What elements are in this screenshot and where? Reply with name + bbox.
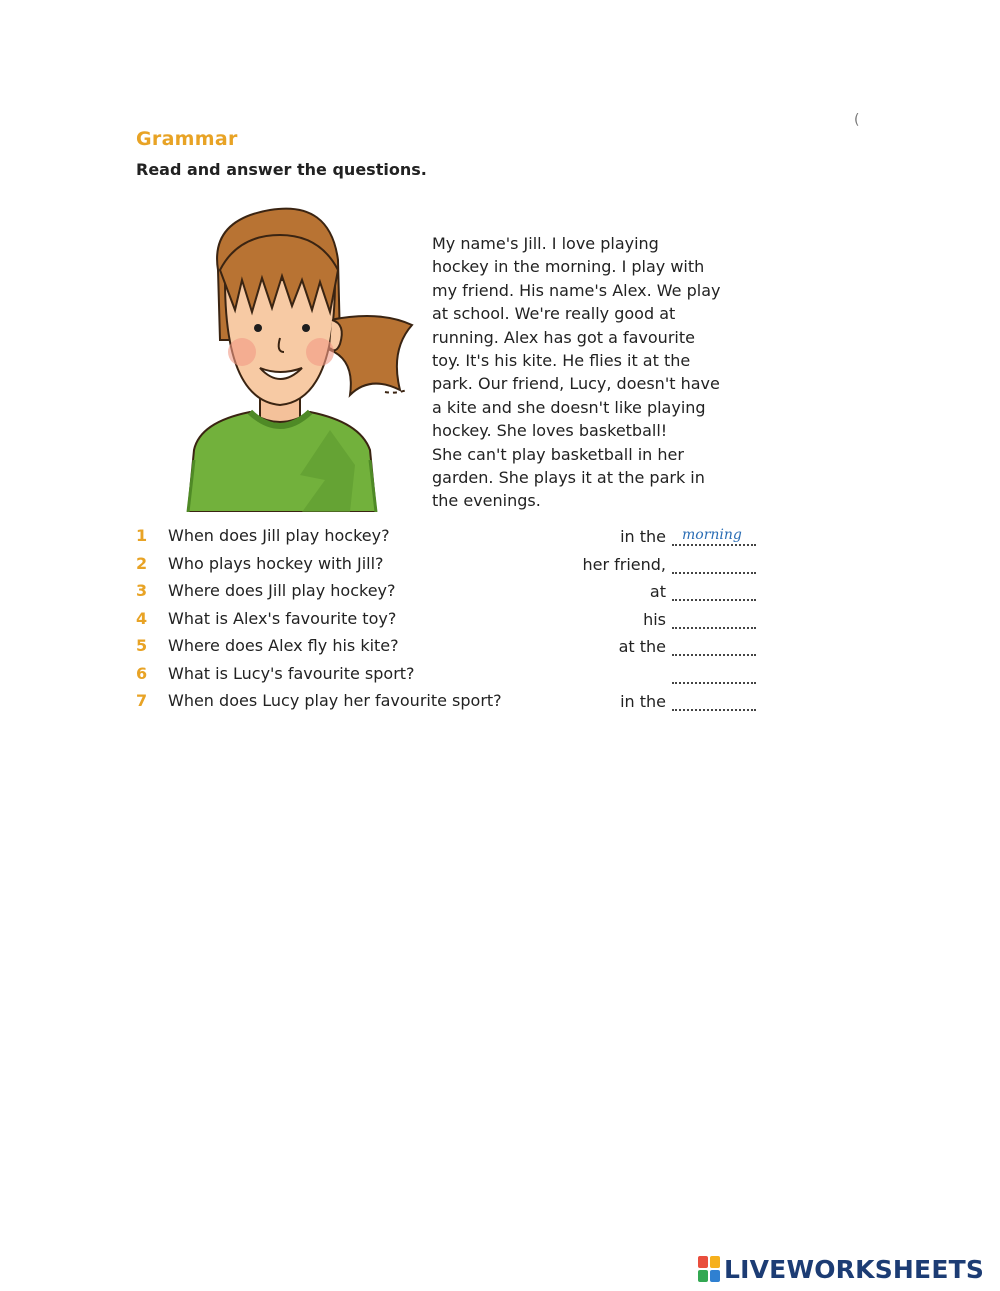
answer-area	[620, 526, 756, 546]
reading-passage	[432, 232, 732, 513]
answer-blank-3[interactable]	[672, 581, 756, 601]
answer-blank-4[interactable]	[672, 609, 756, 629]
answer-prefix: in the	[620, 527, 666, 546]
answer-prefix: her friend,	[582, 554, 666, 574]
reading-line: park. Our friend, Lucy, doesn't have	[432, 374, 720, 394]
reading-line: my friend. His name's Alex. We play	[432, 280, 721, 300]
question-number: 4	[136, 608, 148, 628]
answer-prefix: at the	[618, 637, 666, 656]
question-number: 2	[136, 553, 148, 573]
section-title: Grammar	[136, 128, 238, 150]
reading-line: garden. She plays it at the park in	[432, 468, 705, 488]
answer-prefix: at	[649, 582, 666, 601]
answer-prefix: in the	[620, 692, 666, 711]
question-number: 6	[136, 663, 148, 683]
liveworksheets-logo-icon	[698, 1256, 720, 1282]
logo-square-icon	[710, 1270, 720, 1282]
reading-line: hockey. She loves basketball!	[432, 421, 668, 441]
logo-square-icon	[698, 1270, 708, 1282]
answer-blank-5[interactable]	[672, 636, 756, 656]
question-row-6	[136, 664, 756, 692]
logo-square-icon	[698, 1256, 708, 1268]
question-row-7	[136, 691, 756, 719]
answer-area	[582, 554, 756, 574]
answer-blank-7[interactable]	[672, 691, 756, 711]
answer-prefix: his	[643, 609, 666, 629]
question-text: Where does Jill play hockey?	[168, 581, 396, 600]
answer-blank-1[interactable]	[672, 526, 756, 546]
question-list	[136, 526, 756, 719]
corner-mark: (	[854, 112, 860, 128]
question-text: What is Alex's favourite toy?	[168, 608, 397, 628]
question-text: What is Lucy's favourite sport?	[168, 663, 415, 683]
question-row-4	[136, 609, 756, 637]
answer-blank-2[interactable]	[672, 554, 756, 574]
answer-value: morning	[682, 527, 742, 543]
question-number: 1	[136, 526, 148, 545]
question-text: Who plays hockey with Jill?	[168, 553, 384, 573]
question-number: 7	[136, 691, 148, 710]
answer-area	[619, 636, 756, 656]
reading-line: at school. We're really good at	[432, 304, 676, 324]
girl-illustration	[180, 200, 420, 512]
reading-line: My name's Jill. I love playing	[432, 234, 659, 253]
answer-blank-6[interactable]	[672, 664, 756, 684]
answer-area	[672, 664, 756, 684]
question-text: When does Lucy play her favourite sport?	[168, 691, 502, 710]
answer-area	[650, 581, 756, 601]
reading-line: toy. It's his kite. He flies it at the	[432, 351, 691, 371]
question-row-3	[136, 581, 756, 609]
answer-area	[643, 609, 756, 629]
liveworksheets-logo	[698, 1254, 984, 1284]
answer-area	[620, 691, 756, 711]
reading-line: the evenings.	[432, 491, 541, 511]
brand-text: LIVEWORKSHEETS	[724, 1254, 985, 1284]
question-row-5	[136, 636, 756, 664]
question-text: When does Jill play hockey?	[168, 526, 390, 545]
instruction: Read and answer the questions.	[136, 160, 427, 179]
question-row-2	[136, 554, 756, 582]
reading-line: hockey in the morning. I play with	[432, 257, 705, 277]
question-number: 5	[136, 636, 148, 655]
reading-line: a kite and she doesn't like playing	[432, 397, 706, 417]
question-number: 3	[136, 581, 148, 600]
question-text: Where does Alex fly his kite?	[168, 636, 399, 655]
logo-square-icon	[710, 1256, 720, 1268]
reading-line: She can't play basketball in her	[432, 444, 684, 464]
reading-line: running. Alex has got a favourite	[432, 327, 695, 347]
question-row-1	[136, 526, 756, 554]
